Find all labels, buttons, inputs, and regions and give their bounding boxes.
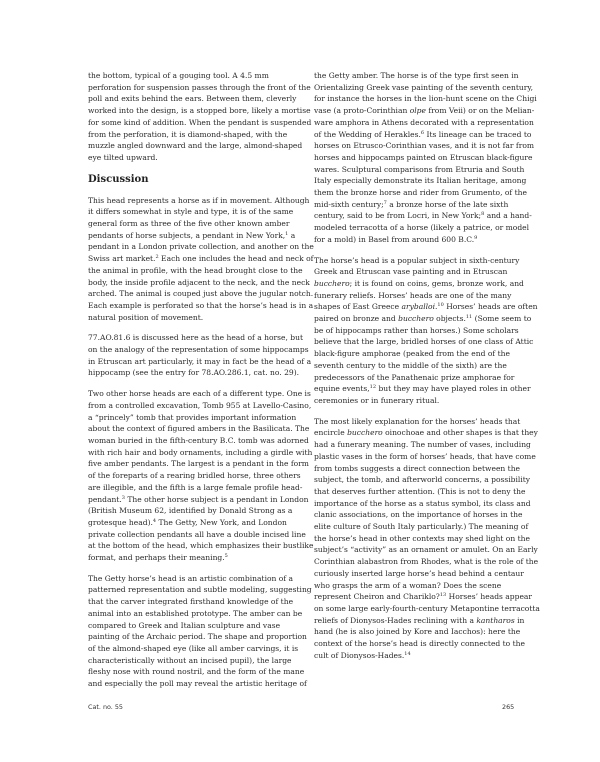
text: (Some seem to be of hippocamps rather than horses.) Some scholars believe that the large, bridled horses of one class of Attic black-figure amphorae (peaked from the end of the seventh century to the middle of the sixth) are the predecessors of the Panathenaic prize amphorae for equine events, xyxy=(314,314,534,394)
footnote-ref: 4 xyxy=(152,517,157,524)
text: Two other horse heads are each of a different type. One is from a controlled excavation, Tomb 955 at Lavello-Casino, a “princely” tomb that provides important information about the context of figured ambers in the Basilicata. The woman buried in the fifth-century B.C. tomb was adorned with rich hair and body ornaments, including a girdle with five amber pendants. The largest is a pendant in the form of the foreparts of a rearing bridled horse, three others are illegible, and the fifth is a large female profile head-pendant. xyxy=(88,389,313,504)
page-number: 265 xyxy=(502,703,515,711)
text: . xyxy=(435,302,438,312)
footnote-ref: 1 xyxy=(285,230,289,237)
text: The other horse subject is a pendant in London (British Museum 62, identified by Donald Strong as a grotesque head). xyxy=(88,494,309,527)
text: ; it is found on coins, gems, bronze work, and funerary reliefs. Horses’ heads are one of the many shapes of East Greece xyxy=(314,278,524,312)
text: the Getty amber. The horse is of the type first seen in Orientalizing Greek vase painting of the seventh century, for instance the horses in the lion-hunt scene on the Chigi vase (a proto-Corinthian xyxy=(314,71,537,116)
footnote-ref: 13 xyxy=(439,592,447,599)
footnote-ref: 10 xyxy=(437,302,444,309)
italic-term: aryballoi xyxy=(401,302,436,312)
text: The most likely explanation for the horses’ heads that encircle xyxy=(314,416,521,438)
italic-term: bucchero xyxy=(398,314,434,324)
footnote-ref: 2 xyxy=(155,254,159,261)
paragraph xyxy=(88,332,314,379)
text: The Getty horse’s head is an artistic combination of a patterned representation and subtle modeling, suggesting that the carver integrated firsthand knowledge of the animal into an established prototype. The amber can be compared to Greek and Italian sculpture and vase painting of the Archaic period. The shape and proportion of the almond-shaped eye (like all amber carvings, it is characteristically without an incised pupil), the large fleshy nose with round nostril, and the form of the mane and especially the poll may reveal the artistic heritage of xyxy=(88,573,312,689)
text: Its lineage can be traced to horses on Etrusco-Corinthian vases, and it is not far from horses and hippocamps painted on Etruscan black-figure wares. Sculptural comparisons from Etruria and South Italy especially demonstrate its Italian heritage, among them the bronze horse and rider from Grumento, of the mid-sixth century; xyxy=(314,129,535,209)
paragraph xyxy=(314,70,540,246)
text: but they may have played roles in other ceremonies or in funerary ritual. xyxy=(314,384,531,405)
italic-term: olpe xyxy=(409,106,426,116)
footnote-ref: 11 xyxy=(465,314,473,321)
paragraph xyxy=(314,255,540,407)
right-column xyxy=(314,70,540,670)
text: the bottom, typical of a gouging tool. A 4.5 mm perforation for suspension passes through the front of the poll and exits behind the ears. Between them, cleverly worked into the design, is a stopped bore, likely a mortise for some kind of addition. When the pendant is suspended from the perforation, it is diamond-shaped, with the muzzle angled downward and the large, almond-shaped eye tilted upward. xyxy=(88,71,312,162)
footnote-ref: 5 xyxy=(224,553,228,560)
text: Horses’ heads are often paired on bronze and xyxy=(314,302,538,324)
text: a bronze horse of the late sixth century, said to be from Locri, in New York; xyxy=(314,199,509,221)
text: and a hand-modeled terracotta of a horse (likely a patrice, or model for a mold) in Basel from around 600 B.C. xyxy=(314,211,532,244)
text: objects. xyxy=(433,314,466,324)
footnote-ref: 3 xyxy=(121,494,125,501)
italic-term: bucchero xyxy=(347,428,383,438)
text: The horse’s head is a popular subject in sixth-century Greek and Etruscan vase painting and in Etruscan xyxy=(314,255,520,277)
text: This head represents a horse as if in movement. Although it differs somewhat in style and type, it is of the same general form as three of the five other known amber pendants of horse subjects, a pendant in New York, xyxy=(88,195,310,240)
footnote-ref: 9 xyxy=(474,234,478,241)
text: in hand (he is also joined by Kore and Iacchos): here the context of the horse’s head is directly connected to the cult of Dionysos-Hades. xyxy=(314,615,525,660)
paragraph xyxy=(88,195,314,324)
left-column xyxy=(88,70,314,699)
text: 77.AO.81.6 is discussed here as the head of a horse, but on the analogy of the representation of some hippocamps in Etruscan art particularly, it may in fact be the head of a hippocamp (see the entry for 78.AO.286.1, cat. no. 29). xyxy=(88,333,312,378)
text: Horses’ heads appear on some large early-fourth-century Metapontine terracotta reliefs of Dionysos-Hades reclining with a xyxy=(314,592,540,625)
footnote-ref: 7 xyxy=(383,199,387,206)
paragraph xyxy=(88,388,314,564)
text: oinochoae and other shapes is that they had a funerary meaning. The number of vases, including plastic vases in the form of horses’ heads, that have come from tombs suggests a direct connection between the subject, the tomb, and afterworld concerns, a possibility that deserves further attention. (This is not to deny the importance of the horse as a status symbol, its class and clanic associations, on the importance of horses in the elite culture of South Italy particularly.) The meaning of the horse’s head in other contexts may shed light on the subject’s “activity” as an ornament or amulet. On an Early Corinthian alabastron from Rhodes, what is the role of the curiously inserted large horse’s head behind a centaur who grasps the arm of a woman? Does the scene represent Cheiron and Chariklo? xyxy=(314,428,539,602)
footnote-ref: 8 xyxy=(481,211,485,218)
section-heading: Discussion xyxy=(88,173,149,185)
italic-term: kantharos xyxy=(476,615,515,625)
footnote-ref: 6 xyxy=(420,129,425,136)
text: Each one includes the head and neck of the animal in profile, with the head brought close to the body, the inside profile adjacent to the neck, and the neck arched. The animal is couped just above the jugular notch. Each example is perforated so that the horse’s head is in a natural position of movement. xyxy=(88,254,314,322)
text: a pendant in a London private collection, and another on the Swiss art market. xyxy=(88,230,314,264)
italic-term: bucchero xyxy=(314,278,350,288)
catalog-label: Cat. no. 55 xyxy=(88,703,123,711)
paragraph xyxy=(314,416,540,662)
footnote-ref: 12 xyxy=(369,384,377,391)
paragraph xyxy=(88,573,314,690)
paragraph xyxy=(88,70,314,164)
text: from Veii) or on the Melian-ware amphora in Athens decorated with a representation of the Wedding of Herakles. xyxy=(314,106,535,139)
text: The Getty, New York, and London private collection pendants all have a double incised line at the bottom of the head, which emphasizes their bustlike format, and perhaps their meaning. xyxy=(88,517,314,563)
footnote-ref: 14 xyxy=(404,650,411,657)
